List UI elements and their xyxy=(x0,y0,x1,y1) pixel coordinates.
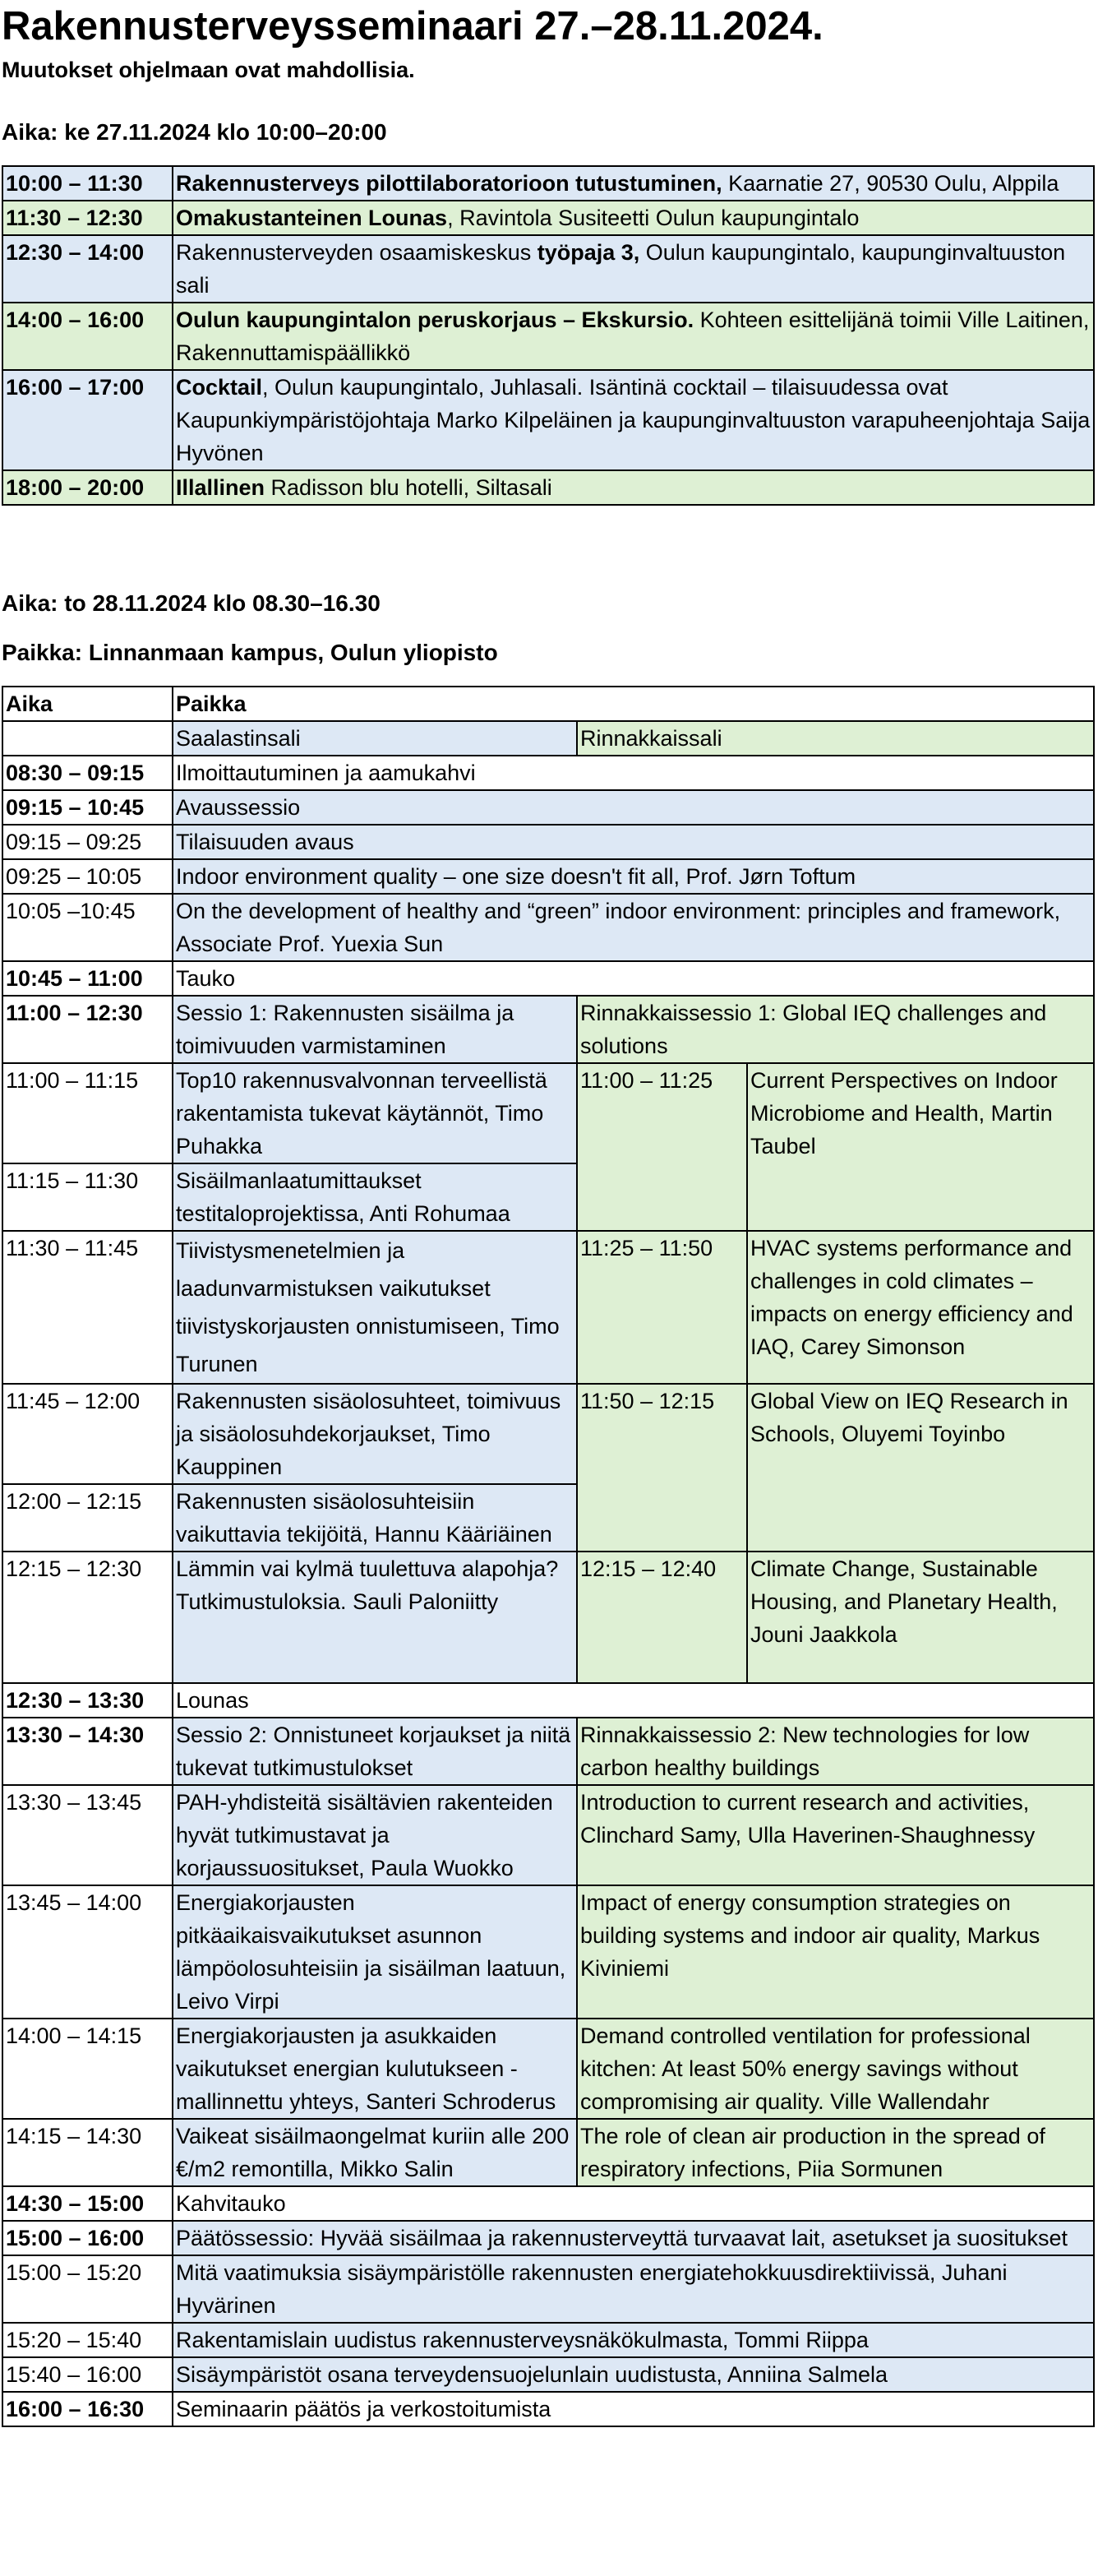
session-a-title: Sessio 1: Rakennusten sisäilma ja toimivuuden varmistaminen xyxy=(173,996,577,1063)
parallel-time-cell: 11:25 – 11:50 xyxy=(577,1231,747,1384)
table-row xyxy=(2,2119,1094,2186)
parallel-talk-cell: The role of clean air production in the spread of respiratory infections, Piia Sormunen xyxy=(577,2119,1094,2186)
table-row xyxy=(2,1063,1094,1163)
table-row xyxy=(2,1384,1094,1484)
hall-a-header: Saalastinsali xyxy=(173,721,577,756)
table-row xyxy=(2,2019,1094,2119)
table-row xyxy=(2,1785,1094,1885)
table-row xyxy=(2,303,1094,370)
time-cell: 11:30 – 12:30 xyxy=(2,201,173,235)
talk-cell: Vaikeat sisäilmaongelmat kuriin alle 200 €/m2 remontilla, Mikko Salin xyxy=(173,2119,577,2186)
event-cell: Tilaisuuden avaus xyxy=(173,825,1094,859)
table-row xyxy=(2,687,1094,721)
time-cell: 11:45 – 12:00 xyxy=(2,1384,173,1484)
event-cell: Päätössessio: Hyvää sisäilmaa ja rakennusterveyttä turvaavat lait, asetukset ja suositukset xyxy=(173,2221,1094,2255)
event-cell: Lounas xyxy=(173,1683,1094,1718)
day2-table xyxy=(2,686,1095,2427)
parallel-talk-cell: Current Perspectives on Indoor Microbiome and Health, Martin Taubel xyxy=(747,1063,1094,1231)
talk-cell: Rakennusten sisäolosuhteisiin vaikuttavia tekijöitä, Hannu Kääriäinen xyxy=(173,1484,577,1552)
talk-cell: Energiakorjausten ja asukkaiden vaikutukset energian kulutukseen - mallinnettu yhteys, Santeri Schroderus xyxy=(173,2019,577,2119)
table-row xyxy=(2,2357,1094,2392)
table-row xyxy=(2,2392,1094,2426)
empty-cell xyxy=(2,721,173,756)
parallel-talk-cell: Demand controlled ventilation for professional kitchen: At least 50% energy savings without compromising air quality. Ville Wallendahr xyxy=(577,2019,1094,2119)
table-row xyxy=(2,2255,1094,2323)
parallel-talk-cell: Global View on IEQ Research in Schools, Oluyemi Toyinbo xyxy=(747,1384,1094,1552)
event-cell: Illallinen Radisson blu hotelli, Siltasali xyxy=(173,470,1094,505)
event-cell: Tauko xyxy=(173,961,1094,996)
event-cell: Rakennusterveyden osaamiskeskus työpaja 3, Oulun kaupungintalo, kaupunginvaltuuston sali xyxy=(173,235,1094,303)
table-row xyxy=(2,1885,1094,2019)
time-cell: 16:00 – 16:30 xyxy=(2,2392,173,2426)
event-cell: Seminaarin päätös ja verkostoitumista xyxy=(173,2392,1094,2426)
table-row xyxy=(2,2221,1094,2255)
parallel-talk-cell: Impact of energy consumption strategies on building systems and indoor air quality, Markus Kiviniemi xyxy=(577,1885,1094,2019)
time-cell: 09:15 – 09:25 xyxy=(2,825,173,859)
day1-table xyxy=(2,165,1095,506)
time-cell: 14:00 – 14:15 xyxy=(2,2019,173,2119)
time-cell: 13:45 – 14:00 xyxy=(2,1885,173,2019)
time-cell: 11:30 – 11:45 xyxy=(2,1231,173,1384)
time-cell: 13:30 – 14:30 xyxy=(2,1718,173,1785)
hall-b-header: Rinnakkaissali xyxy=(577,721,1094,756)
time-cell: 09:25 – 10:05 xyxy=(2,859,173,894)
subtitle: Muutokset ohjelmaan ovat mahdollisia. xyxy=(2,58,415,82)
table-row xyxy=(2,201,1094,235)
talk-cell: Tiivistysmenetelmien ja laadunvarmistuksen vaikutukset tiivistyskorjausten onnistumiseen, Timo Turunen xyxy=(173,1231,577,1384)
time-cell: 11:00 – 11:15 xyxy=(2,1063,173,1163)
page-title: Rakennusterveysseminaari 27.–28.11.2024. xyxy=(2,4,824,49)
time-cell: 16:00 – 17:00 xyxy=(2,370,173,470)
time-cell: 10:45 – 11:00 xyxy=(2,961,173,996)
talk-cell: Top10 rakennusvalvonnan terveellistä rakentamista tukevat käytännöt, Timo Puhakka xyxy=(173,1063,577,1163)
time-cell: 15:00 – 16:00 xyxy=(2,2221,173,2255)
time-cell: 09:15 – 10:45 xyxy=(2,790,173,825)
table-row xyxy=(2,996,1094,1063)
col-header-place: Paikka xyxy=(173,687,1094,721)
event-cell: Oulun kaupungintalon peruskorjaus – Ekskursio. Kohteen esittelijänä toimii Ville Laitinen, Rakennuttamispäällikkö xyxy=(173,303,1094,370)
parallel-talk-cell: HVAC systems performance and challenges in cold climates – impacts on energy efficiency and IAQ, Carey Simonson xyxy=(747,1231,1094,1384)
time-cell: 14:30 – 15:00 xyxy=(2,2186,173,2221)
table-row xyxy=(2,166,1094,201)
table-row xyxy=(2,859,1094,894)
time-cell: 14:15 – 14:30 xyxy=(2,2119,173,2186)
time-cell: 12:00 – 12:15 xyxy=(2,1484,173,1552)
time-cell: 12:30 – 13:30 xyxy=(2,1683,173,1718)
talk-cell: PAH-yhdisteitä sisältävien rakenteiden hyvät tutkimustavat ja korjaussuositukset, Paula Wuokko xyxy=(173,1785,577,1885)
time-cell: 15:40 – 16:00 xyxy=(2,2357,173,2392)
parallel-talk-cell: Introduction to current research and activities, Clinchard Samy, Ulla Haverinen-Shaughnessy xyxy=(577,1785,1094,1885)
talk-cell: Energiakorjausten pitkäaikaisvaikutukset asunnon lämpöolosuhteisiin ja sisäilman laatuun, Leivo Virpi xyxy=(173,1885,577,2019)
event-cell: Ilmoittautuminen ja aamukahvi xyxy=(173,756,1094,790)
parallel-time-cell: 11:50 – 12:15 xyxy=(577,1384,747,1552)
event-cell: Rakentamislain uudistus rakennusterveysnäkökulmasta, Tommi Riippa xyxy=(173,2323,1094,2357)
table-row xyxy=(2,756,1094,790)
time-cell: 11:15 – 11:30 xyxy=(2,1163,173,1231)
session-b-title: Rinnakkaissessio 2: New technologies for low carbon healthy buildings xyxy=(577,1718,1094,1785)
table-row xyxy=(2,470,1094,505)
parallel-time-cell: 11:00 – 11:25 xyxy=(577,1063,747,1231)
event-cell: Cocktail, Oulun kaupungintalo, Juhlasali. Isäntinä cocktail – tilaisuudessa ovat Kaupunkiympäristöjohtaja Marko Kilpeläinen ja kaupunginvaltuuston varapuheenjohtaja Saija Hyvönen xyxy=(173,370,1094,470)
table-row xyxy=(2,790,1094,825)
table-row xyxy=(2,2186,1094,2221)
time-cell: 13:30 – 13:45 xyxy=(2,1785,173,1885)
session-b-title: Rinnakkaissessio 1: Global IEQ challenges and solutions xyxy=(577,996,1094,1063)
table-row xyxy=(2,1552,1094,1683)
event-cell: Omakustanteinen Lounas, Ravintola Susiteetti Oulun kaupungintalo xyxy=(173,201,1094,235)
time-cell: 15:00 – 15:20 xyxy=(2,2255,173,2323)
table-row xyxy=(2,894,1094,961)
parallel-time-cell: 12:15 – 12:40 xyxy=(577,1552,747,1683)
time-cell: 15:20 – 15:40 xyxy=(2,2323,173,2357)
time-cell: 11:00 – 12:30 xyxy=(2,996,173,1063)
event-cell: Avaussessio xyxy=(173,790,1094,825)
event-cell: On the development of healthy and “green” indoor environment: principles and framework, Associate Prof. Yuexia Sun xyxy=(173,894,1094,961)
talk-cell: Sisäilmanlaatumittaukset testitaloprojektissa, Anti Rohumaa xyxy=(173,1163,577,1231)
col-header-time: Aika xyxy=(2,687,173,721)
event-cell: Indoor environment quality – one size doesn't fit all, Prof. Jørn Toftum xyxy=(173,859,1094,894)
day2-heading: Aika: to 28.11.2024 klo 08.30–16.30 xyxy=(2,590,381,616)
table-row xyxy=(2,1231,1094,1384)
day2-place: Paikka: Linnanmaan kampus, Oulun yliopisto xyxy=(2,640,498,665)
time-cell: 14:00 – 16:00 xyxy=(2,303,173,370)
event-cell: Mitä vaatimuksia sisäympäristölle rakennusten energiatehokkuusdirektiivissä, Juhani Hyvärinen xyxy=(173,2255,1094,2323)
time-cell: 18:00 – 20:00 xyxy=(2,470,173,505)
session-a-title: Sessio 2: Onnistuneet korjaukset ja niitä tukevat tutkimustulokset xyxy=(173,1718,577,1785)
talk-cell: Rakennusten sisäolosuhteet, toimivuus ja sisäolosuhdekorjaukset, Timo Kauppinen xyxy=(173,1384,577,1484)
time-cell: 12:15 – 12:30 xyxy=(2,1552,173,1683)
table-row xyxy=(2,1718,1094,1785)
event-cell: Rakennusterveys pilottilaboratorioon tutustuminen, Kaarnatie 27, 90530 Oulu, Alppila xyxy=(173,166,1094,201)
time-cell: 12:30 – 14:00 xyxy=(2,235,173,303)
talk-cell: Lämmin vai kylmä tuulettuva alapohja? Tutkimustuloksia. Sauli Paloniitty xyxy=(173,1552,577,1683)
time-cell: 10:00 – 11:30 xyxy=(2,166,173,201)
table-row xyxy=(2,721,1094,756)
table-row xyxy=(2,370,1094,470)
table-row xyxy=(2,235,1094,303)
event-cell: Sisäympäristöt osana terveydensuojelunlain uudistusta, Anniina Salmela xyxy=(173,2357,1094,2392)
table-row xyxy=(2,961,1094,996)
table-row xyxy=(2,2323,1094,2357)
table-row xyxy=(2,825,1094,859)
parallel-talk-cell: Climate Change, Sustainable Housing, and Planetary Health, Jouni Jaakkola xyxy=(747,1552,1094,1683)
day1-heading: Aika: ke 27.11.2024 klo 10:00–20:00 xyxy=(2,119,387,145)
time-cell: 08:30 – 09:15 xyxy=(2,756,173,790)
event-cell: Kahvitauko xyxy=(173,2186,1094,2221)
table-row xyxy=(2,1683,1094,1718)
time-cell: 10:05 –10:45 xyxy=(2,894,173,961)
